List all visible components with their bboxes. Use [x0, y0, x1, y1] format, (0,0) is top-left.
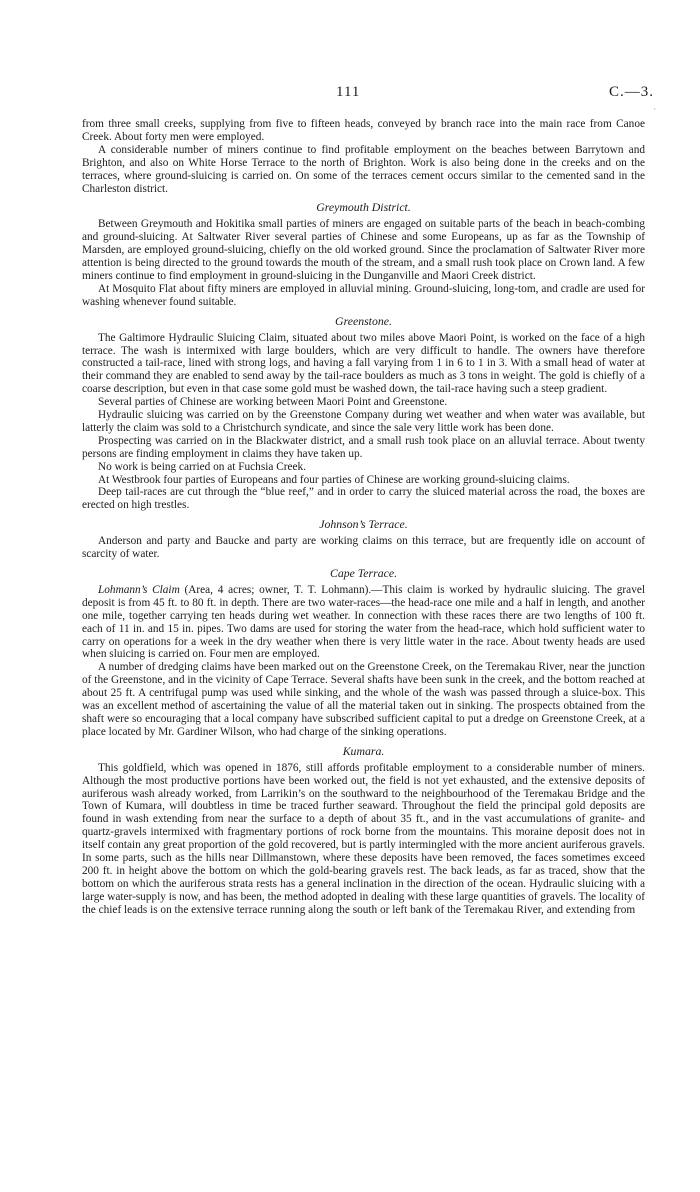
section-heading-kumara: Kumara.	[342, 743, 385, 758]
section-heading-cape-terrace: Cape Terrace.	[329, 566, 398, 580]
section-heading-greenstone: Greenstone.	[335, 313, 392, 328]
section-heading-greymouth: Greymouth District.	[316, 200, 411, 215]
paragraph: Anderson and party and Baucke and party are working claims on this terrace, but are frequently idle on account of scarcity of water.	[82, 535, 645, 561]
paragraph: This goldfield, which was opened in 1876, still affords profitable employment to a considerable number of miners. Although the most productive portions have been worked out, the field is not yet exhausted, and the extensive deposits of auriferous wash already worked, from Larrikin’s on the southward to the neighbourhood of the Teremakau Bridge and the Town of Kumara, will doubtless in time be traced further seaward. Throughout the field the principal gold deposits are found in wash extending from near the surface to a depth of about 35 ft., and in the vast accumulations of granite- and quartz-gravels intermixed with fragmentary portions of rock borne from the mountains. This moraine deposit does not in itself contain any great proportion of the gold recovered, but is partly intermingled with the more ancient auriferous gravels. In some parts, such as the hills near Dillmanstown, where these deposits have been removed, the faces sometimes exceed 200 ft. in height above the bottom on which the gold-bearing gravels rest. The back leads, as far as traced, show that the bottom on which the auriferous strata rests has a general inclination in the direction of the ocean. Hydraulic sluicing with a large water-supply is now, and has been, the method adopted in dealing with these large quantities of gravels. The locality of the chief leads is on the extensive terrace running along the south or left bank of the Teremakau River, and extending from	[82, 761, 645, 916]
paragraph-lohmanns-claim	[82, 584, 645, 661]
paragraph: A considerable number of miners continue to find profitable employment on the beaches between Barrytown and Brighton, and also on White Horse Terrace to the north of Brighton. Work is also being done in the creeks and on the terraces, where ground-sluicing is carried on. On some of the terraces cement occurs similar to the cemented sand in the Charleston district.	[82, 143, 645, 195]
paragraph: At Mosquito Flat about fifty miners are employed in alluvial mining. Ground-sluicing, long-tom, and cradle are used for washing whenever found suitable.	[82, 282, 645, 308]
paragraph: The Galtimore Hydraulic Sluicing Claim, situated about two miles above Maori Point, is worked on the face of a high terrace. The wash is intermixed with large boulders, which are very difficult to handle. The owners have therefore constructed a tail-race, lined with strong logs, and having a fall varying from 1 in 6 to 1 in 3. With a small head of water at their command they are enabled to send away by the tail-race boulders as much as 3 tons in weight. The gold is chiefly of a coarse description, but even in that case some gold must be washed down, the tail-race having such a steep gradient.	[82, 331, 645, 396]
paragraph: A number of dredging claims have been marked out on the Greenstone Creek, on the Teremakau River, near the junction of the Greenstone, and in the vicinity of Cape Terrace. Several shafts have been sunk in the creek, and the bottom reached at about 25 ft. A centrifugal pump was used while sinking, and the whole of the wash was passed through a sluice-box. This was an excellent method of ascertaining the value of all the material taken out in sinking. The prospects obtained from the shaft were so encouraging that a local company have subscribed sufficient capital to put a dredge on Greenstone Creek, at a place located by Mr. Gardiner Wilson, who had charge of the sinking operations.	[82, 661, 645, 738]
paragraph: Between Greymouth and Hokitika small parties of miners are engaged on suitable parts of the beach in beach-combing and ground-sluicing. At Saltwater River several parties of Chinese and some Europeans, up as far as the Township of Marsden, are employed ground-sluicing, chiefly on the old worked ground. Since the proclamation of Saltwater River more attention is being directed to the ground towards the mouth of the stream, and a small rush took place on Crown land. A few miners continue to find employment in ground-sluicing in the Dunganville and Maori Creek district.	[82, 218, 645, 282]
paragraph-text: (Area, 4 acres; owner, T. T. Lohmann).—This claim is worked by hydraulic sluicing. The gravel deposit is from 45 ft. to 80 ft. in depth. There are two water-races—the head-race one mile and a half in length, and another one mile, together carrying ten heads during wet weather. In connection with these races there are two lengths of 100 ft. each of 11 in. and 15 in. pipes. Two dams are used for storing the water from the head-race, which hold sufficient water to carry on operations for a week in the dry weather when there is very little water in the race. About twenty heads are used when sluicing is carried on. Four men are employed.	[82, 583, 646, 661]
document-reference: C.—3.	[608, 84, 654, 100]
paragraph: Hydraulic sluicing was carried on by the Greenstone Company during wet weather and when water was available, but latterly the claim was sold to a Christchurch syndicate, and since the sale very little work has been done.	[82, 409, 645, 434]
document-body	[82, 118, 645, 917]
paragraph: Prospecting was carried on in the Blackwater district, and a small rush took place on an alluvial terrace. About twenty persons are finding employment in claims they have taken up.	[82, 434, 645, 460]
claim-name: Lohmann’s Claim	[98, 583, 180, 596]
paragraph: At Westbrook four parties of Europeans and four parties of Chinese are working ground-sluicing claims.	[98, 473, 570, 486]
section-heading-johnsons-terrace: Johnson’s Terrace.	[319, 517, 408, 532]
page-header	[0, 84, 700, 114]
paragraph: Several parties of Chinese are working between Maori Point and Greenstone.	[98, 396, 448, 409]
corner-mark: ·	[653, 105, 656, 114]
page-number: 111	[336, 84, 361, 100]
paragraph: Deep tail-races are cut through the “blue reef,” and in order to carry the sluiced material across the road, the boxes are erected on high trestles.	[82, 486, 645, 512]
paragraph: No work is being carried on at Fuchsia Creek.	[98, 460, 306, 473]
paragraph: from three small creeks, supplying from five to fifteen heads, conveyed by branch race into the main race from Canoe Creek. About forty men were employed.	[82, 118, 645, 143]
